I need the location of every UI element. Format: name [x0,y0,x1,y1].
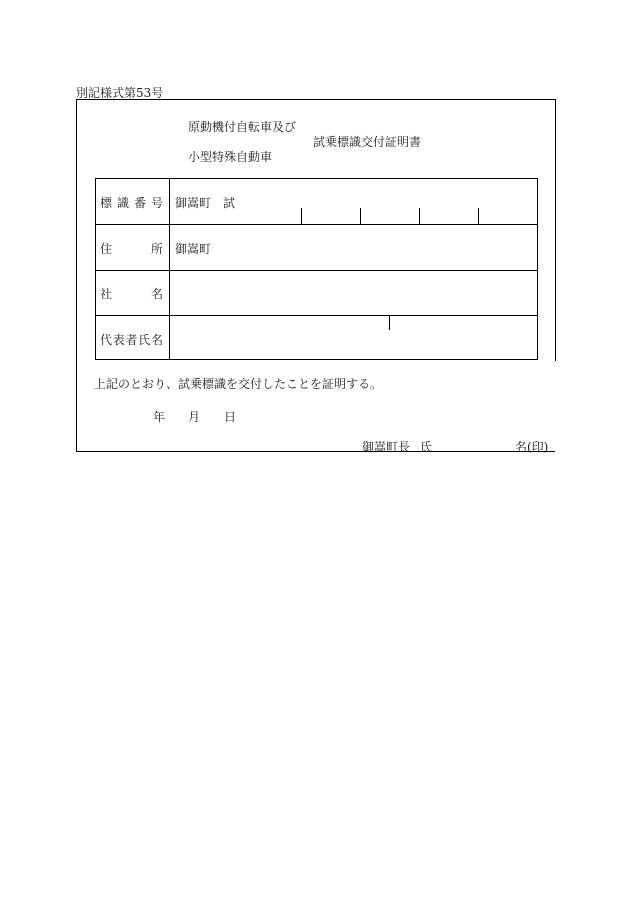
name-field-tick [389,315,390,330]
number-box-tick [419,208,420,224]
label-address: 住 所 [100,242,163,256]
signature-shi: 氏 [420,440,433,454]
title-line-2: 小型特殊自動車 [188,150,273,164]
plate-number-value: 御嵩町 試 [175,196,236,210]
date-year: 年 [153,410,166,424]
signature-mei-seal: 名(印) [515,440,549,454]
row-divider [95,270,538,271]
number-box-tick [478,208,479,224]
row-divider [95,224,538,225]
label-column-divider [169,178,170,360]
date-month: 月 [188,410,201,424]
row-divider [95,315,538,316]
certificate-title: 試乗標識交付証明書 [313,135,422,149]
title-line-1: 原動機付自転車及び [188,120,297,134]
label-representative-name: 代 表 者 氏 名 [100,333,163,347]
date-day: 日 [224,410,237,424]
issuer-title: 御嵩町長 [362,440,411,454]
address-value: 御嵩町 [175,242,212,256]
label-company-name: 社 名 [100,287,163,301]
form-number: 別記様式第53号 [76,86,164,100]
label-plate-number: 標 識 番 号 [100,196,163,210]
certificate-frame-right-edge [555,99,556,361]
number-box-tick [360,208,361,224]
certification-statement: 上記のとおり、試乗標識を交付したことを証明する。 [94,377,383,391]
number-box-tick [301,208,302,224]
